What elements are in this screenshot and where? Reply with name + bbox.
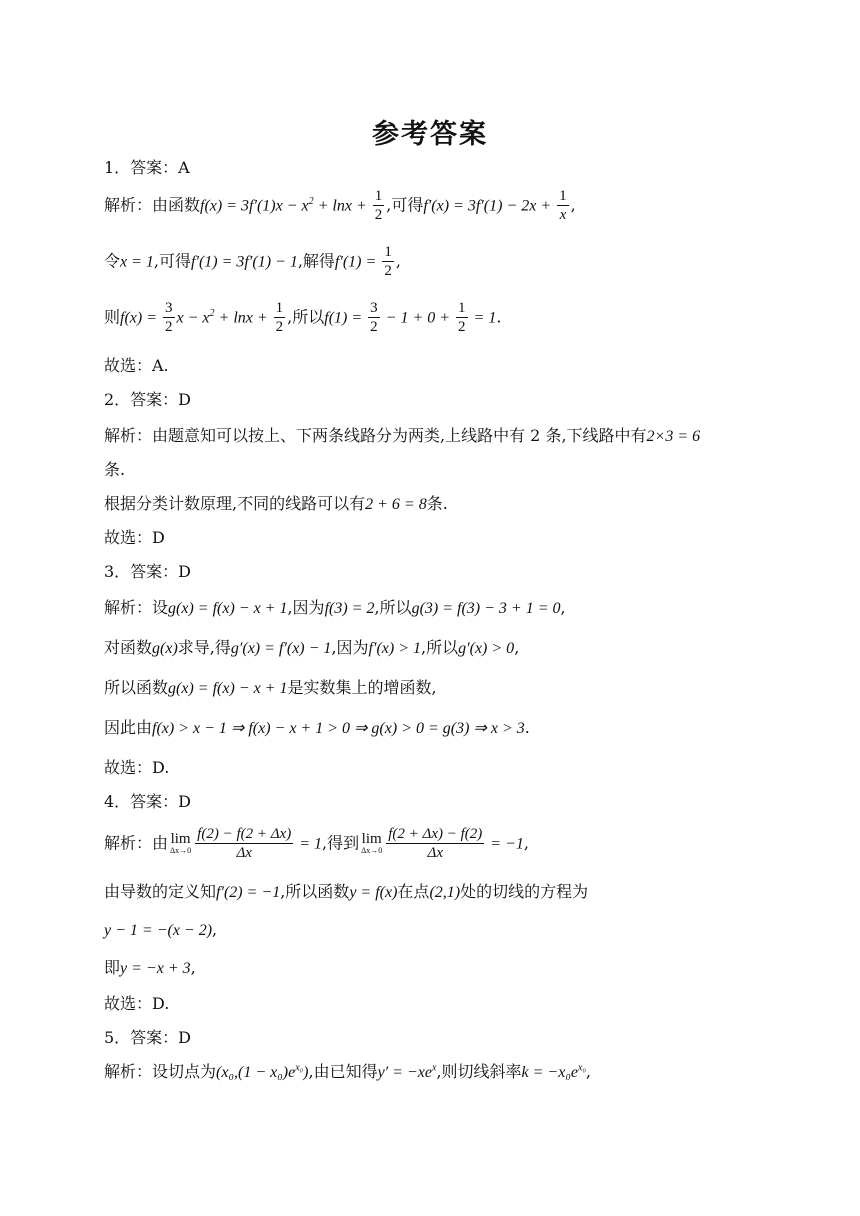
q2-answer: 2．答案：D xyxy=(104,390,192,409)
q3-formula: g(x) = f(x) − x + 1 xyxy=(168,600,288,617)
q5-formula: (x₀,(1 − x₀)e xyxy=(216,1064,296,1081)
q2-line-1 xyxy=(104,426,700,447)
q3-text: 解析：设 xyxy=(104,598,169,617)
q3-text: 对函数 xyxy=(104,638,153,657)
q1-text: , xyxy=(570,195,576,215)
q4-formula: (2,1) xyxy=(429,884,461,901)
q1-exponent: 2 xyxy=(209,307,215,319)
q1-line-3 xyxy=(104,300,501,336)
q3-text: 因此由 xyxy=(104,718,153,737)
q4-formula: = −1 xyxy=(486,835,524,853)
q3-text: 所以函数 xyxy=(104,678,169,697)
fraction-numerator: 3 xyxy=(370,300,378,316)
fraction-denominator: 2 xyxy=(370,318,378,335)
q3-line-3 xyxy=(104,678,437,699)
q1-text: ,可得 xyxy=(386,195,424,215)
q4-formula: y − 1 = −(x − 2) xyxy=(104,922,213,939)
q3-formula: f′(x) > 1 xyxy=(368,640,422,657)
q3-formula: g′(x) = f′(x) − 1 xyxy=(230,640,332,657)
q3-line-1 xyxy=(104,598,566,619)
q3-formula: g(3) = f(3) − 3 + 1 = 0 xyxy=(411,600,561,617)
q2-line-2: 条. xyxy=(104,460,126,479)
fraction-denominator: 2 xyxy=(275,318,284,335)
fraction-numerator: f(2 + Δx) − f(2) xyxy=(388,826,483,842)
fraction-denominator: Δx xyxy=(427,844,443,861)
q1-text: ,解得 xyxy=(297,251,335,271)
q1-formula: + lnx + xyxy=(313,197,371,215)
q5-formula: k = −x₀e xyxy=(521,1064,578,1081)
q1-formula: f′(1) = xyxy=(334,253,381,271)
q4-text: ,所以函数 xyxy=(280,882,350,901)
fraction xyxy=(163,300,175,336)
q3-text: ,因为 xyxy=(287,598,325,617)
limit xyxy=(361,832,382,855)
q4-text: ,得到 xyxy=(322,833,360,853)
q2-line-3 xyxy=(104,494,448,515)
fraction xyxy=(557,188,569,224)
q5-exponent: x₀ xyxy=(295,1062,304,1074)
fraction-denominator: Δx xyxy=(236,844,252,861)
q1-conclusion: 故选：A. xyxy=(104,356,169,375)
q3-text: ,所以 xyxy=(374,598,412,617)
q1-text: 令 xyxy=(104,251,121,271)
q5-formula: y′ = −xe xyxy=(377,1064,432,1081)
fraction xyxy=(386,826,484,862)
q5-exponent: x₀ xyxy=(578,1062,586,1074)
q5-text: ,由已知得 xyxy=(308,1062,378,1081)
q5-formula: ) xyxy=(303,1064,309,1081)
q3-answer: 3．答案：D xyxy=(104,562,192,581)
q1-formula: f(1) = xyxy=(324,309,367,327)
q3-text: 是实数集上的增函数, xyxy=(287,678,437,697)
q3-formula: g(x) xyxy=(152,640,178,657)
q3-line-2 xyxy=(104,638,519,659)
q2-text: 根据分类计数原理,不同的线路可以有 xyxy=(104,494,366,513)
q4-line-4 xyxy=(104,958,196,979)
q3-conclusion: 故选：D. xyxy=(104,758,170,777)
q3-formula: f(3) = 2 xyxy=(324,600,375,617)
q4-formula: y = f(x) xyxy=(349,884,398,901)
fraction-denominator: x xyxy=(559,206,567,223)
q4-text: 处的切线的方程为 xyxy=(460,882,589,901)
q2-formula: 2 + 6 = 8 xyxy=(365,496,427,513)
q5-text: 解析：设切点为 xyxy=(104,1062,217,1081)
q4-text: 即 xyxy=(104,958,121,977)
q1-line-1 xyxy=(104,188,576,224)
q2-text: 条. xyxy=(426,494,448,513)
q1-formula: f(x) = 3f′(1)x − x xyxy=(200,197,309,215)
q4-text: 解析：由 xyxy=(104,833,169,853)
fraction xyxy=(274,300,286,336)
q5-text: , xyxy=(585,1062,592,1081)
fraction-denominator: 2 xyxy=(165,318,173,335)
q4-text: 在点 xyxy=(397,882,430,901)
q4-text: , xyxy=(523,833,529,853)
q1-answer: 1．答案：A xyxy=(104,158,190,177)
q1-formula: f′(x) = 3f′(1) − 2x + xyxy=(423,197,556,215)
q3-text: , xyxy=(560,598,566,617)
limit-subscript: Δx→0 xyxy=(361,846,383,856)
q3-text: , xyxy=(514,638,520,657)
q4-text: , xyxy=(212,920,218,939)
fraction-denominator: 2 xyxy=(374,206,383,223)
q4-answer: 4．答案：D xyxy=(104,792,192,811)
q4-line-2 xyxy=(104,882,588,903)
fraction xyxy=(373,188,385,224)
q2-formula: 2×3 = 6 xyxy=(646,428,701,445)
q3-formula: g′(x) > 0 xyxy=(458,640,515,657)
q1-line-2 xyxy=(104,244,401,280)
q4-line-1 xyxy=(104,826,529,862)
q1-text: . xyxy=(496,307,502,327)
q4-formula: y = −x + 3 xyxy=(120,960,191,977)
fraction-numerator: 1 xyxy=(458,300,466,316)
q1-text: ,所以 xyxy=(287,307,325,327)
q1-text: , xyxy=(395,251,401,271)
fraction-numerator: 1 xyxy=(374,188,383,204)
q1-formula: x − x xyxy=(176,309,210,327)
fraction-denominator: 2 xyxy=(458,318,466,335)
q1-formula: = 1 xyxy=(469,309,497,327)
q3-line-4 xyxy=(104,718,530,739)
q4-text: , xyxy=(190,958,196,977)
fraction-numerator: 1 xyxy=(384,244,392,260)
q4-text: 由导数的定义知 xyxy=(104,882,217,901)
fraction-denominator: 2 xyxy=(384,262,392,279)
q5-line-1 xyxy=(104,1062,591,1083)
q2-conclusion: 故选：D xyxy=(104,528,165,547)
limit-word: lim xyxy=(361,831,382,848)
q3-formula: f(x) > x − 1 ⇒ f(x) − x + 1 > 0 ⇒ g(x) > 0 = g(3) ⇒ x > 3 xyxy=(152,720,525,737)
limit-word: lim xyxy=(170,831,191,848)
q3-formula: g(x) = f(x) − x + 1 xyxy=(168,680,288,697)
q1-formula: f′(1) = 3f′(1) − 1 xyxy=(191,253,298,271)
q4-line-3 xyxy=(104,920,217,941)
q5-exponent: x xyxy=(431,1062,437,1074)
fraction-numerator: f(2) − f(2 + Δx) xyxy=(197,826,292,842)
q2-text: 解析：由题意知可以按上、下两条线路分为两类,上线路中有 2 条,下线路中有 xyxy=(104,426,647,445)
q3-text: . xyxy=(524,718,530,737)
q1-exponent: 2 xyxy=(308,195,314,207)
q3-text: ,因为 xyxy=(331,638,369,657)
q5-answer: 5．答案：D xyxy=(104,1028,192,1047)
q4-conclusion: 故选：D. xyxy=(104,994,170,1013)
fraction xyxy=(195,826,293,862)
q1-formula: x = 1 xyxy=(120,253,154,271)
fraction-numerator: 1 xyxy=(275,300,284,316)
q1-text: 则 xyxy=(104,307,121,327)
q3-text: ,所以 xyxy=(421,638,459,657)
fraction-numerator: 3 xyxy=(165,300,173,316)
limit-subscript: Δx→0 xyxy=(170,846,192,856)
fraction xyxy=(456,300,468,336)
fraction xyxy=(368,300,380,336)
page-title: 参考答案 xyxy=(372,119,488,150)
q1-text: 解析：由函数 xyxy=(104,195,201,215)
q3-text: 求导,得 xyxy=(177,638,231,657)
q1-formula: − 1 + 0 + xyxy=(381,309,455,327)
q1-text: ,可得 xyxy=(153,251,192,271)
limit xyxy=(170,832,191,855)
q4-formula: = 1 xyxy=(295,835,322,853)
q1-formula: f(x) = xyxy=(120,309,162,327)
fraction xyxy=(382,244,394,280)
q4-formula: f′(2) = −1 xyxy=(216,884,281,901)
fraction-numerator: 1 xyxy=(559,188,567,204)
q1-formula: + lnx + xyxy=(214,309,272,327)
q5-text: ,则切线斜率 xyxy=(436,1062,522,1081)
